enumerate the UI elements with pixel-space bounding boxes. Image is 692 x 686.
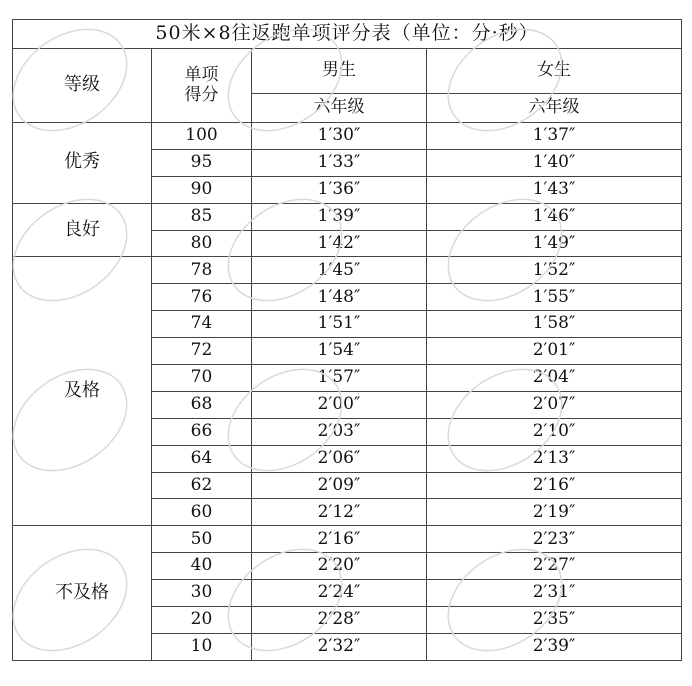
score-cell: 40 (152, 553, 252, 580)
score-cell: 90 (152, 176, 252, 203)
header-female: 女生 (427, 49, 682, 94)
male-cell: 2′20″ (252, 553, 427, 580)
male-cell: 1′57″ (252, 365, 427, 392)
male-cell: 1′48″ (252, 284, 427, 311)
score-cell: 100 (152, 123, 252, 150)
score-cell: 85 (152, 203, 252, 230)
score-cell: 72 (152, 338, 252, 365)
grade-cell: 及格 (13, 257, 152, 526)
female-cell: 2′04″ (427, 365, 682, 392)
male-cell: 1′51″ (252, 311, 427, 338)
female-cell: 2′19″ (427, 499, 682, 526)
score-cell: 50 (152, 526, 252, 553)
male-cell: 2′16″ (252, 526, 427, 553)
female-cell: 2′27″ (427, 553, 682, 580)
table-title: 50米×8往返跑单项评分表（单位：分·秒） (13, 20, 682, 49)
male-cell: 2′09″ (252, 472, 427, 499)
female-cell: 1′52″ (427, 257, 682, 284)
female-cell: 2′10″ (427, 418, 682, 445)
male-cell: 1′30″ (252, 123, 427, 150)
score-cell: 80 (152, 230, 252, 257)
score-cell: 10 (152, 633, 252, 660)
grade-cell: 良好 (13, 203, 152, 257)
header-female-grade-level: 六年级 (427, 94, 682, 123)
female-cell: 2′31″ (427, 580, 682, 607)
male-cell: 1′33″ (252, 149, 427, 176)
female-cell: 1′49″ (427, 230, 682, 257)
table-row (13, 257, 682, 284)
male-cell: 2′03″ (252, 418, 427, 445)
score-cell: 30 (152, 580, 252, 607)
header-score-line2: 得分 (184, 84, 219, 105)
score-cell: 20 (152, 607, 252, 634)
table-row (13, 123, 682, 150)
male-cell: 2′06″ (252, 445, 427, 472)
score-cell: 64 (152, 445, 252, 472)
score-cell: 68 (152, 391, 252, 418)
male-cell: 2′24″ (252, 580, 427, 607)
female-cell: 2′39″ (427, 633, 682, 660)
score-cell: 78 (152, 257, 252, 284)
male-cell: 2′32″ (252, 633, 427, 660)
score-cell: 76 (152, 284, 252, 311)
male-cell: 2′00″ (252, 391, 427, 418)
male-cell: 1′36″ (252, 176, 427, 203)
score-cell: 95 (152, 149, 252, 176)
header-score-line1: 单项 (184, 64, 219, 85)
score-cell: 74 (152, 311, 252, 338)
score-cell: 70 (152, 365, 252, 392)
table-row (13, 203, 682, 230)
male-cell: 1′45″ (252, 257, 427, 284)
score-cell: 66 (152, 418, 252, 445)
female-cell: 1′46″ (427, 203, 682, 230)
header-score (152, 49, 252, 123)
header-male-grade-level: 六年级 (252, 94, 427, 123)
score-cell: 62 (152, 472, 252, 499)
male-cell: 2′12″ (252, 499, 427, 526)
female-cell: 2′07″ (427, 391, 682, 418)
male-cell: 1′42″ (252, 230, 427, 257)
male-cell: 1′39″ (252, 203, 427, 230)
score-cell: 60 (152, 499, 252, 526)
female-cell: 2′01″ (427, 338, 682, 365)
female-cell: 2′13″ (427, 445, 682, 472)
female-cell: 1′58″ (427, 311, 682, 338)
female-cell: 2′23″ (427, 526, 682, 553)
header-male: 男生 (252, 49, 427, 94)
female-cell: 2′16″ (427, 472, 682, 499)
header-grade: 等级 (13, 49, 152, 123)
female-cell: 2′35″ (427, 607, 682, 634)
female-cell: 1′43″ (427, 176, 682, 203)
female-cell: 1′37″ (427, 123, 682, 150)
female-cell: 1′55″ (427, 284, 682, 311)
male-cell: 1′54″ (252, 338, 427, 365)
female-cell: 1′40″ (427, 149, 682, 176)
score-table (12, 19, 682, 661)
male-cell: 2′28″ (252, 607, 427, 634)
grade-cell: 不及格 (13, 526, 152, 660)
grade-cell: 优秀 (13, 123, 152, 204)
table-row (13, 526, 682, 553)
